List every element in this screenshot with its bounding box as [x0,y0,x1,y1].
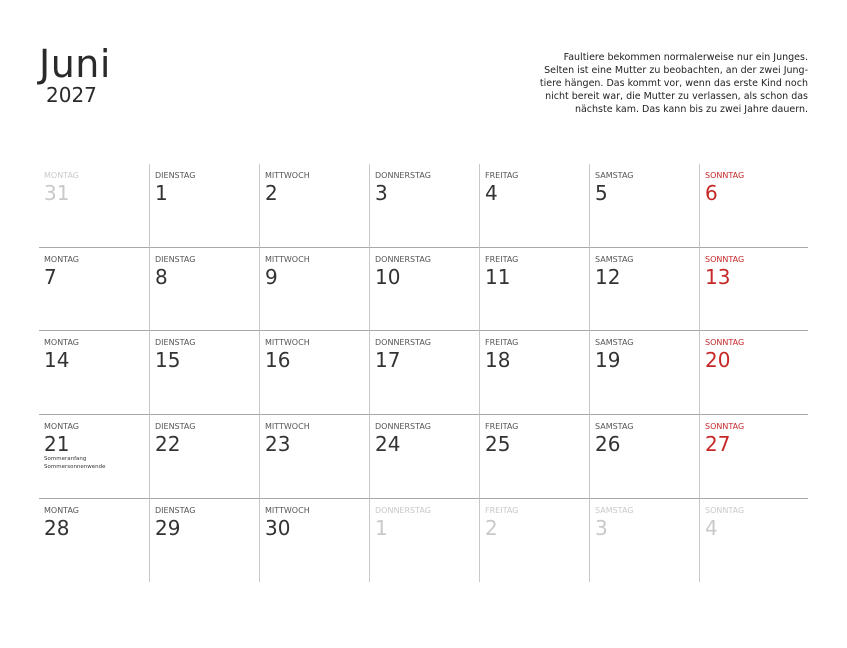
day-number: 11 [485,265,511,289]
day-cell[interactable] [589,164,699,247]
day-number: 4 [485,181,498,205]
day-number: 13 [705,265,731,289]
day-cell[interactable] [699,247,808,330]
day-number: 3 [375,181,388,205]
day-cell[interactable] [479,498,589,582]
day-cell[interactable] [149,414,259,498]
day-number: 16 [265,348,291,372]
day-number: 8 [155,265,168,289]
fact-line: tiere hängen. Das kommt vor, wenn das erste Kind noch [539,78,808,89]
day-cell[interactable] [39,498,149,582]
day-cell[interactable] [369,498,479,582]
weekday-label: MONTAG [44,171,79,180]
weekday-label: SONNTAG [705,255,745,264]
day-cell[interactable] [589,247,699,330]
day-cell[interactable] [259,164,369,247]
day-cell[interactable] [479,164,589,247]
weekday-label: SAMSTAG [595,506,634,515]
day-number: 10 [375,265,401,289]
day-cell[interactable] [149,247,259,330]
weekday-label: FREITAG [485,422,519,431]
weekday-label: FREITAG [485,255,519,264]
weekday-label: MONTAG [44,422,79,431]
weekday-label: DIENSTAG [155,255,196,264]
day-cell[interactable] [479,414,589,498]
weekday-label: SONNTAG [705,506,745,515]
day-number: 14 [44,348,70,372]
day-cell[interactable] [39,164,149,247]
day-number: 20 [705,348,731,372]
day-number: 18 [485,348,511,372]
day-cell[interactable] [479,247,589,330]
day-cell[interactable] [39,414,149,498]
day-cell[interactable] [369,164,479,247]
weekday-label: MITTWOCH [265,255,310,264]
weekday-label: DIENSTAG [155,338,196,347]
day-cell[interactable] [259,414,369,498]
weekday-label: SAMSTAG [595,255,634,264]
day-cell[interactable] [149,330,259,414]
weekday-label: SAMSTAG [595,338,634,347]
day-cell[interactable] [39,247,149,330]
weekday-label: DIENSTAG [155,171,196,180]
fact-line: Selten ist eine Mutter zu beobachten, an der zwei Jung- [544,65,808,76]
weekday-label: SONNTAG [705,422,745,431]
day-number: 2 [485,516,498,540]
day-number: 5 [595,181,608,205]
weekday-label: DONNERSTAG [375,506,431,515]
weekday-label: MITTWOCH [265,422,310,431]
day-number: 1 [155,181,168,205]
weekday-label: MONTAG [44,338,79,347]
weekday-label: MITTWOCH [265,338,310,347]
day-cell[interactable] [479,330,589,414]
day-number: 21 [44,432,70,456]
weekday-label: DIENSTAG [155,422,196,431]
fact-line: nächste kam. Das kann bis zu zwei Jahre dauern. [574,104,808,115]
weekday-label: DONNERSTAG [375,255,431,264]
weekday-label: DONNERSTAG [375,338,431,347]
day-number: 3 [595,516,608,540]
day-number: 24 [375,432,401,456]
day-number: 2 [265,181,278,205]
day-number: 29 [155,516,181,540]
day-cell[interactable] [149,164,259,247]
day-cell[interactable] [699,164,808,247]
weekday-label: SONNTAG [705,338,745,347]
day-cell[interactable] [369,247,479,330]
weekday-label: FREITAG [485,171,519,180]
weekday-label: MITTWOCH [265,171,310,180]
fact-text [508,51,808,116]
day-number: 28 [44,516,70,540]
day-cell[interactable] [699,330,808,414]
fact-line: Faultiere bekommen normalerweise nur ein Junges. [563,52,808,63]
weekday-label: SAMSTAG [595,422,634,431]
day-number: 7 [44,265,57,289]
day-number: 27 [705,432,731,456]
day-cell[interactable] [259,330,369,414]
day-number: 15 [155,348,181,372]
day-note: Sommeranfang [44,456,87,462]
day-number: 9 [265,265,278,289]
weekday-label: MONTAG [44,255,79,264]
weekday-label: FREITAG [485,506,519,515]
day-cell[interactable] [259,247,369,330]
day-number: 23 [265,432,291,456]
day-cell[interactable] [149,498,259,582]
calendar-grid [39,164,808,582]
day-number: 25 [485,432,511,456]
day-number: 4 [705,516,718,540]
day-cell[interactable] [589,498,699,582]
day-cell[interactable] [369,414,479,498]
weekday-label: SAMSTAG [595,171,634,180]
day-number: 17 [375,348,401,372]
day-number: 22 [155,432,181,456]
day-number: 26 [595,432,621,456]
month-title: Juni [39,42,111,86]
day-cell[interactable] [259,498,369,582]
day-number: 31 [44,181,70,205]
weekday-label: DONNERSTAG [375,422,431,431]
day-cell[interactable] [589,414,699,498]
fact-line: nicht bereit war, die Mutter zu verlassen, als schon das [545,91,808,102]
day-cell[interactable] [699,498,808,582]
weekday-label: DONNERSTAG [375,171,431,180]
weekday-label: SONNTAG [705,171,745,180]
day-cell[interactable] [699,414,808,498]
day-number: 12 [595,265,621,289]
day-cell[interactable] [369,330,479,414]
day-number: 1 [375,516,388,540]
day-cell[interactable] [589,330,699,414]
weekday-label: FREITAG [485,338,519,347]
weekday-label: MONTAG [44,506,79,515]
day-number: 19 [595,348,621,372]
day-number: 6 [705,181,718,205]
day-note: Sommersonnenwende [44,464,106,470]
day-cell[interactable] [39,330,149,414]
weekday-label: MITTWOCH [265,506,310,515]
weekday-label: DIENSTAG [155,506,196,515]
day-number: 30 [265,516,291,540]
year-title: 2027 [46,83,97,107]
